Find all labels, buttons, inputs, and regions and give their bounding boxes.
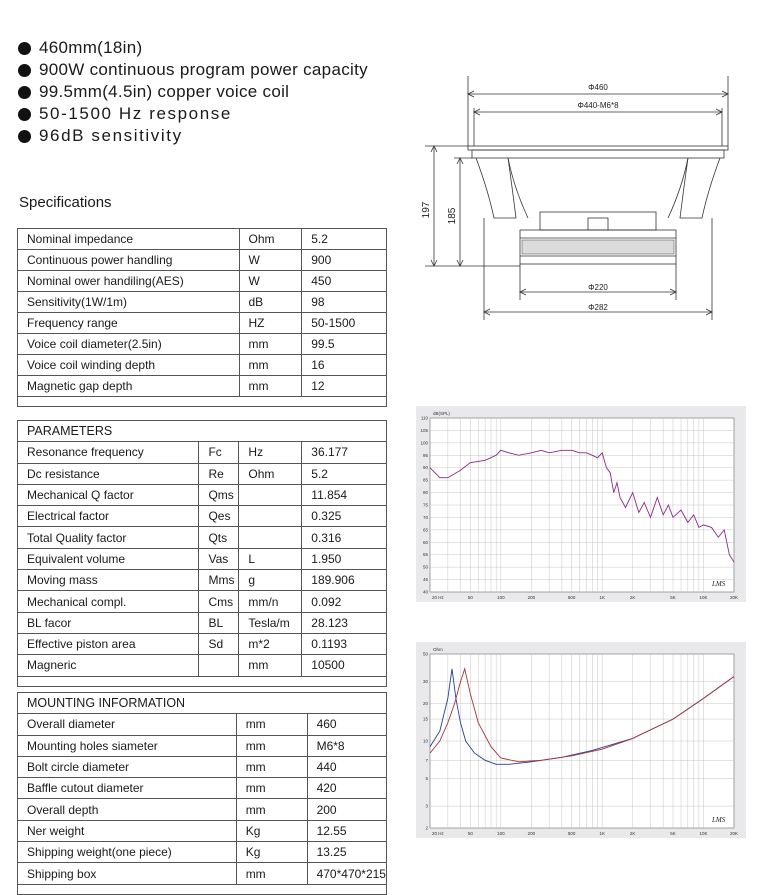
y-axis-label: Ohm (433, 647, 443, 652)
cell-symbol: Sd (199, 633, 239, 654)
y-tick-label: 2 (425, 825, 428, 831)
table-spacer-row (18, 676, 387, 686)
y-tick-label: 85 (422, 477, 428, 483)
cell-unit: Ohm (239, 229, 302, 250)
y-tick-label: 10 (422, 738, 428, 744)
cell-name: Ner weight (18, 820, 237, 841)
cell-unit: mm (236, 863, 307, 884)
table-row (18, 292, 387, 313)
x-tick-label: 50 (467, 831, 473, 836)
table-row (18, 548, 387, 569)
parameters-table (17, 420, 387, 687)
bullet-icon (18, 64, 31, 77)
cell-value: 12 (302, 376, 387, 397)
lms-watermark: LMS (712, 816, 726, 824)
cell-unit: dB (239, 292, 302, 313)
table-row (18, 591, 387, 612)
cell-name: Mechanical Q factor (18, 484, 199, 505)
table-spacer-cell (18, 884, 387, 894)
cell-unit: mm (236, 735, 307, 756)
table-row (18, 229, 387, 250)
cell-value: 0.092 (302, 591, 387, 612)
x-tick-label: 5K (670, 595, 676, 600)
y-tick-label: 110 (420, 415, 428, 421)
feature-item (18, 103, 368, 125)
cell-unit (239, 484, 302, 505)
cell-name: Nominal ower handiling(AES) (18, 271, 240, 292)
x-tick-label: 100 (497, 595, 505, 600)
table-row (18, 442, 387, 463)
dim-inner-depth: 185 (447, 207, 458, 225)
table-row (18, 313, 387, 334)
cell-name: Voice coil winding depth (18, 355, 240, 376)
cell-value: 200 (307, 799, 386, 820)
cell-symbol: Qts (199, 527, 239, 548)
feature-text: 99.5mm(4.5in) copper voice coil (39, 82, 290, 101)
table-row (18, 863, 387, 884)
cell-unit: Ohm (239, 463, 302, 484)
bullet-icon (18, 108, 31, 121)
cell-unit: mm (239, 355, 302, 376)
cell-symbol: Mms (199, 570, 239, 591)
x-tick-label: 50 (467, 595, 473, 600)
cell-unit: mm (239, 376, 302, 397)
cell-unit: mm (236, 778, 307, 799)
x-tick-label: 200 (527, 595, 536, 600)
y-tick-label: 100 (420, 440, 428, 446)
y-tick-label: 70 (422, 514, 428, 520)
cell-name: Magnetic gap depth (18, 376, 240, 397)
table-row (18, 756, 387, 777)
cell-value: 99.5 (302, 334, 387, 355)
table-row (18, 527, 387, 548)
y-tick-label: 105 (420, 427, 428, 433)
cell-name: Effective piston area (18, 633, 199, 654)
x-tick-label: 10K (699, 831, 708, 836)
dim-frame-diameter: Φ282 (588, 303, 608, 312)
specifications-title: Specifications (19, 194, 112, 211)
speaker-dimension-drawing (410, 68, 750, 326)
x-tick-label: 20 Hz (432, 831, 444, 836)
y-tick-label: 40 (422, 589, 428, 595)
cell-name: Electrical factor (18, 506, 199, 527)
x-tick-label: 2K (629, 831, 636, 836)
cell-unit: L (239, 548, 302, 569)
cell-name: Overall depth (18, 799, 237, 820)
cell-value: 13.25 (307, 842, 386, 863)
x-tick-label: 20 Hz (432, 595, 444, 600)
x-tick-label: 1K (599, 831, 605, 836)
cell-symbol: Vas (199, 548, 239, 569)
x-tick-label: 10K (699, 595, 708, 600)
mounting-table (17, 692, 387, 895)
frequency-response-chart (416, 406, 746, 602)
cell-unit: mm (236, 799, 307, 820)
x-tick-label: 100 (497, 831, 505, 836)
table-row (18, 714, 387, 735)
feature-text: 50-1500 Hz response (39, 104, 232, 123)
x-tick-label: 500 (567, 831, 576, 836)
feature-item (18, 37, 368, 59)
table-row (18, 735, 387, 756)
dim-total-depth: 197 (421, 201, 432, 219)
cell-name: Dc resistance (18, 463, 199, 484)
table-row (18, 570, 387, 591)
cell-name: Resonance frequency (18, 442, 199, 463)
x-tick-label: 20K (729, 595, 739, 600)
cell-value: 189.906 (302, 570, 387, 591)
cell-unit: Tesla/m (239, 612, 302, 633)
specifications-table (17, 228, 387, 407)
feature-item (18, 125, 368, 147)
table-spacer-row (18, 884, 387, 894)
y-tick-label: 65 (422, 527, 428, 533)
cell-name: Shipping weight(one piece) (18, 842, 237, 863)
cell-unit (239, 527, 302, 548)
table-row (18, 376, 387, 397)
y-tick-label: 7 (425, 757, 428, 763)
cell-name: Magneric (18, 655, 199, 676)
table-row (18, 506, 387, 527)
cell-unit: W (239, 250, 302, 271)
table-spacer-cell (18, 397, 387, 407)
cell-unit (239, 506, 302, 527)
cell-unit: Kg (236, 842, 307, 863)
impedance-chart (416, 642, 746, 838)
cell-name: Nominal impedance (18, 229, 240, 250)
cell-value: 5.2 (302, 229, 387, 250)
feature-text: 460mm(18in) (39, 38, 143, 57)
table-row (18, 355, 387, 376)
dim-bolt-circle: Φ440-M6*8 (577, 101, 619, 110)
cell-unit: mm (239, 655, 302, 676)
cell-value: 470*470*215 (307, 863, 386, 884)
cell-unit: g (239, 570, 302, 591)
table-row (18, 250, 387, 271)
y-tick-label: 15 (422, 716, 428, 722)
bullet-icon (18, 86, 31, 99)
lms-watermark: LMS (712, 580, 726, 588)
x-tick-label: 5K (670, 831, 676, 836)
cell-name: Frequency range (18, 313, 240, 334)
cell-name: Voice coil diameter(2.5in) (18, 334, 240, 355)
y-tick-label: 50 (422, 651, 428, 657)
cell-name: Baffle cutout diameter (18, 778, 237, 799)
cell-name: Shipping box (18, 863, 237, 884)
cell-name: Overall diameter (18, 714, 237, 735)
cell-name: Equivalent volume (18, 548, 199, 569)
x-tick-label: 500 (567, 595, 576, 600)
cell-name: Total Quality factor (18, 527, 199, 548)
y-tick-label: 3 (425, 803, 428, 809)
y-tick-label: 80 (422, 490, 428, 496)
cell-unit: mm (236, 756, 307, 777)
x-tick-label: 200 (527, 831, 536, 836)
cell-value: 440 (307, 756, 386, 777)
table-title: MOUNTING INFORMATION (18, 693, 387, 714)
cell-name: Bolt circle diameter (18, 756, 237, 777)
table-row (18, 271, 387, 292)
table-spacer-row (18, 397, 387, 407)
bullet-icon (18, 130, 31, 143)
cell-value: M6*8 (307, 735, 386, 756)
cell-value: 460 (307, 714, 386, 735)
table-row (18, 463, 387, 484)
cell-unit: W (239, 271, 302, 292)
cell-value: 900 (302, 250, 387, 271)
cell-value: 12.55 (307, 820, 386, 841)
table-row (18, 778, 387, 799)
cell-name: Mechanical compl. (18, 591, 199, 612)
x-tick-label: 20K (729, 831, 739, 836)
cell-value: 1.950 (302, 548, 387, 569)
cell-symbol: Re (199, 463, 239, 484)
cell-value: 0.316 (302, 527, 387, 548)
y-tick-label: 20 (422, 701, 428, 707)
cell-value: 450 (302, 271, 387, 292)
cell-symbol (199, 655, 239, 676)
cell-name: Mounting holes siameter (18, 735, 237, 756)
cell-value: 28.123 (302, 612, 387, 633)
feature-text: 96dB sensitivity (39, 126, 183, 145)
cell-unit: mm/n (239, 591, 302, 612)
cell-value: 36.177 (302, 442, 387, 463)
cell-name: Continuous power handling (18, 250, 240, 271)
cell-symbol: Fc (199, 442, 239, 463)
cell-unit: mm (236, 714, 307, 735)
cell-value: 50-1500 (302, 313, 387, 334)
cell-value: 10500 (302, 655, 387, 676)
y-tick-label: 5 (425, 775, 428, 781)
cell-value: 0.1193 (302, 633, 387, 654)
feature-item (18, 81, 368, 103)
table-spacer-cell (18, 676, 387, 686)
cell-unit: Kg (236, 820, 307, 841)
cell-symbol: Cms (199, 591, 239, 612)
table-header-row (18, 421, 387, 442)
table-row (18, 612, 387, 633)
y-tick-label: 60 (422, 539, 428, 545)
cell-value: 420 (307, 778, 386, 799)
cell-name: Moving mass (18, 570, 199, 591)
cell-unit: Hz (239, 442, 302, 463)
y-tick-label: 75 (422, 502, 428, 508)
cell-value: 5.2 (302, 463, 387, 484)
table-title: PARAMETERS (18, 421, 387, 442)
cell-value: 0.325 (302, 506, 387, 527)
table-row (18, 842, 387, 863)
cell-unit: m*2 (239, 633, 302, 654)
cell-unit: HZ (239, 313, 302, 334)
cell-symbol: Qes (199, 506, 239, 527)
y-tick-label: 30 (422, 679, 428, 685)
table-row (18, 484, 387, 505)
y-tick-label: 95 (422, 452, 428, 458)
y-axis-label: dB(SPL) (433, 411, 451, 416)
cell-value: 11.854 (302, 484, 387, 505)
y-tick-label: 45 (422, 577, 428, 583)
y-tick-label: 90 (422, 465, 428, 471)
table-row (18, 655, 387, 676)
y-tick-label: 50 (422, 564, 428, 570)
table-row (18, 633, 387, 654)
y-tick-label: 55 (422, 552, 428, 558)
table-row (18, 334, 387, 355)
feature-list (18, 37, 368, 147)
cell-unit: mm (239, 334, 302, 355)
cell-symbol: BL (199, 612, 239, 633)
cell-name: Sensitivity(1W/1m) (18, 292, 240, 313)
cell-name: BL facor (18, 612, 199, 633)
x-tick-label: 1K (599, 595, 605, 600)
bullet-icon (18, 42, 31, 55)
cell-value: 98 (302, 292, 387, 313)
cell-value: 16 (302, 355, 387, 376)
table-row (18, 820, 387, 841)
feature-item (18, 59, 368, 81)
table-row (18, 799, 387, 820)
cell-symbol: Qms (199, 484, 239, 505)
dim-overall-diameter: Φ460 (588, 83, 608, 92)
table-header-row (18, 693, 387, 714)
feature-text: 900W continuous program power capacity (39, 60, 368, 79)
x-tick-label: 2K (629, 595, 636, 600)
dim-magnet-diameter: Φ220 (588, 283, 608, 292)
